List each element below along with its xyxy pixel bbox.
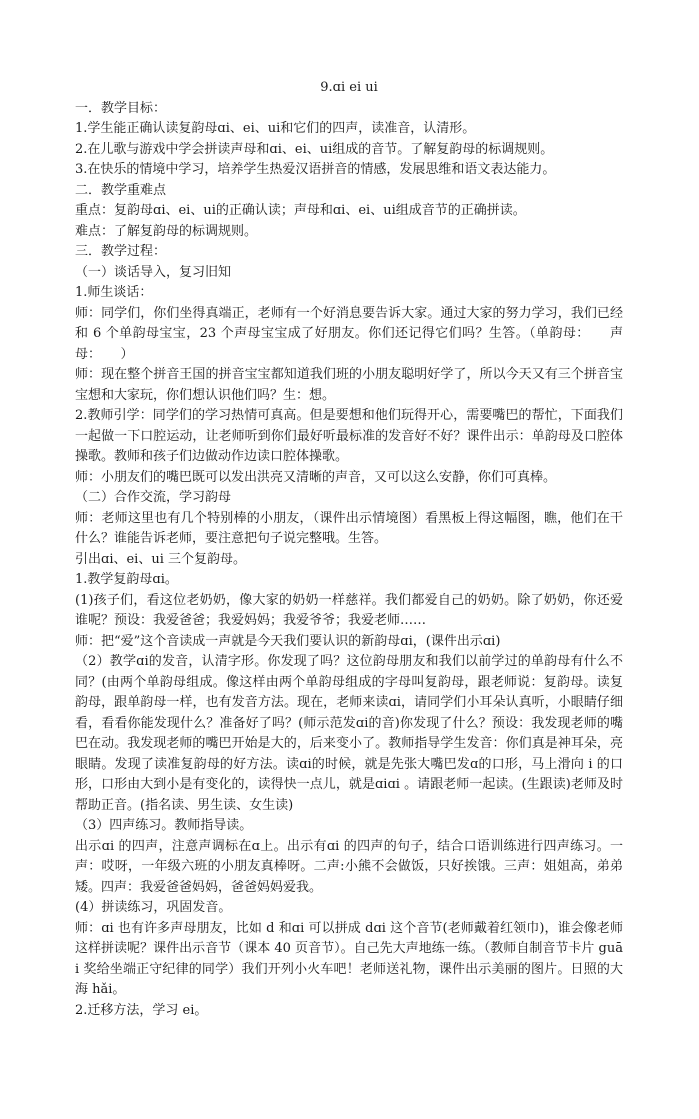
paragraph: 师：老师这里也有几个特别棒的小朋友，（课件出示情境图）看黑板上得这幅图，瞧，他们在干什么？谁能告诉老师，要注意把句子说完整哦。生答。 — [75, 510, 623, 546]
paragraph: 师：ɑi 也有许多声母朋友，比如 d 和ɑi 可以拼成 dɑi 这个音节(老师戴着红领巾)，谁会像老师这样拼读呢？课件出示音节（课本 40 页音节）。自己先大声地练一练。（教师自制音节卡片 guāi 奖给坐端正守纪律的同学）我们开列小火车吧！老师送礼物，课件出示美丽的图片。日照的大海 hǎi。 — [75, 920, 623, 997]
paragraph: （3）四声练习。教师指导读。 — [75, 818, 253, 833]
paragraph: (4）拼读练习，巩固发音。 — [75, 900, 232, 915]
paragraph: 1.学生能正确认读复韵母ɑi、ei、ui和它们的四声，读准音，认清形。 — [75, 121, 476, 136]
paragraph: 三．教学过程： — [75, 244, 167, 259]
paragraph: 师：把“爱”这个音读成一声就是今天我们要认识的新韵母ɑi，(课件出示ɑi) — [75, 633, 501, 649]
paragraph: 1.师生谈话： — [75, 285, 153, 300]
paragraph: 二．教学重难点 — [75, 182, 167, 198]
paragraph: 师：同学们，你们坐得真端正，老师有一个好消息要告诉大家。通过大家的努力学习，我们已经和 6 个单韵母宝宝，23 个声母宝宝成了好朋友。你们还记得它们吗？生答。（单韵母： 声母： ） — [75, 305, 623, 362]
paragraph: 引出ɑi、ei、ui 三个复韵母。 — [75, 551, 246, 567]
document-page — [75, 78, 623, 1021]
paragraph: 2.教师引学：同学们的学习热情可真高。但是要想和他们玩得开心，需要嘴巴的帮忙，下面我们一起做一下口腔运动，让老师听到你们最好听最标准的发音好不好？课件出示：单韵母及口腔体操歌。教师和孩子们边做动作边读口腔体操歌。 — [75, 408, 623, 464]
paragraph: 一．教学目标： — [75, 100, 167, 116]
document-title: 9.ɑi ei ui — [320, 80, 378, 95]
paragraph: 1.教学复韵母ɑi。 — [75, 572, 178, 587]
paragraph: 出示ɑi 的四声，注意声调标在ɑ上。出示有ɑi 的四声的句子，结合口语训练进行四声练习。一声：哎呀，一年级六班的小朋友真棒呀。二声:小熊不会做饭，只好挨饿。三声：姐姐高，弟弟矮。四声：我爱爸爸妈妈，爸爸妈妈爱我。 — [75, 838, 623, 895]
paragraph: 3.在快乐的情境中学习，培养学生热爱汉语拼音的情感，发展思维和语文表达能力。 — [75, 162, 556, 177]
document-body — [75, 99, 623, 1022]
paragraph: （2）教学ɑi的发音，认清字形。你发现了吗？这位韵母朋友和我们以前学过的单韵母有什么不同？(由两个单韵母组成。像这样由两个单韵母组成的字母叫复韵母，跟老师说：复韵母。读复韵母，跟单韵母一样，也有发音方法。现在，老师来读ɑi，请同学们小耳朵认真听，小眼睛仔细看，看看你能发现什么？准备好了吗？(师示范发ɑi的音)你发现了什么？预设：我发现老师的嘴巴在动。我发现老师的嘴巴开始是大的，后来变小了。教师指导学生发音：你们真是神耳朵，亮眼睛。发现了读准复韵母的好方法。读ɑi的时候，就是先张大嘴巴发ɑ的口形，马上滑向 i 的口形，口形由大到小是有变化的，读得快一点儿，就是ɑiɑi 。请跟老师一起读。(生跟读)老师及时帮助正音。(指名读、男生读、女生读) — [75, 654, 623, 813]
paragraph: 重点：复韵母ɑi、ei、ui的正确认读；声母和ɑi、ei、ui组成音节的正确拼读。 — [75, 203, 526, 218]
paragraph: 2.在儿歌与游戏中学会拼读声母和ɑi、ei、ui组成的音节。了解复韵母的标调规则。 — [75, 141, 554, 157]
paragraph: （二）合作交流，学习韵母 — [75, 490, 232, 505]
paragraph: 师：小朋友们的嘴巴既可以发出洪亮又清晰的声音，又可以这么安静，你们可真棒。 — [75, 469, 557, 485]
paragraph: 2.迁移方法，学习 ei。 — [75, 1002, 208, 1018]
paragraph: （一）谈话导入，复习旧知 — [75, 264, 232, 280]
paragraph: 师：现在整个拼音王国的拼音宝宝都知道我们班的小朋友聪明好学了，所以今天又有三个拼音宝宝想和大家玩，你们想认识他们吗？生：想。 — [75, 367, 623, 403]
paragraph: (1)孩子们，看这位老奶奶，像大家的奶奶一样慈祥。我们都爱自己的奶奶。除了奶奶，你还爱谁呢？预设：我爱爸爸；我爱妈妈；我爱爷爷；我爱老师…… — [75, 592, 623, 628]
paragraph: 难点：了解复韵母的标调规则。 — [75, 223, 258, 239]
